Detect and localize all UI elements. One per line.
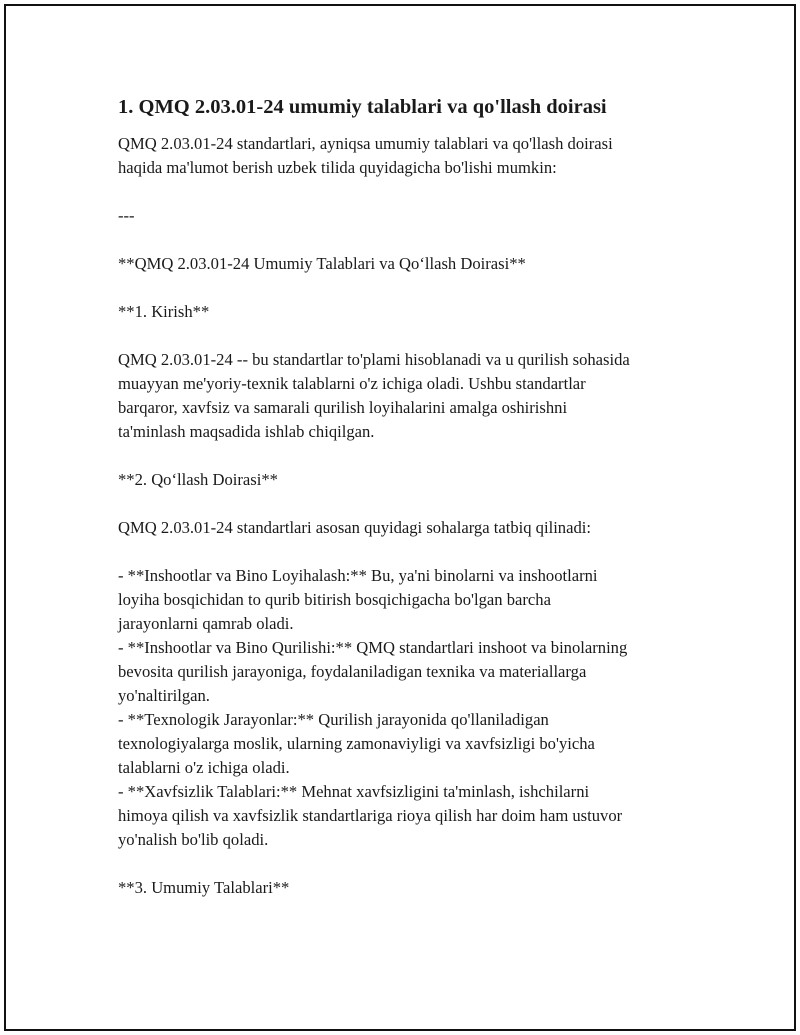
section-heading: 1. QMQ 2.03.01-24 umumiy talablari va qo'llash doirasi	[118, 96, 607, 118]
list-item-line: loyiha bosqichidan to qurib bitirish bosqichigacha bo'lgan barcha	[118, 590, 551, 609]
list-item-line: jarayonlarni qamrab oladi.	[118, 614, 294, 633]
text-line: haqida ma'lumot berish uzbek tilida quyidagicha bo'lishi mumkin:	[118, 158, 557, 177]
text-line: barqaror, xavfsiz va samarali qurilish loyihalarini amalga oshirishni	[118, 398, 568, 417]
scope-list	[118, 564, 718, 852]
text-line: **2. Qo‘llash Doirasi**	[118, 470, 278, 489]
list-item-line: yo'naltirilgan.	[118, 686, 210, 705]
text-line: muayyan me'yoriy-texnik talablarni o'z ichiga oladi. Ushbu standartlar	[118, 374, 586, 393]
list-item-line: - **Inshootlar va Bino Loyihalash:** Bu, ya'ni binolarni va inshootlarni	[118, 566, 598, 585]
separator-line	[118, 204, 718, 228]
scope-intro-paragraph	[118, 516, 718, 540]
document-body	[118, 94, 718, 924]
text-line: **1. Kirish**	[118, 302, 210, 321]
list-item-line: - **Inshootlar va Bino Qurilishi:** QMQ standartlari inshoot va binolarning	[118, 638, 628, 657]
text-line: QMQ 2.03.01-24 standartlari, ayniqsa umumiy talablari va qo'llash doirasi	[118, 134, 613, 153]
list-item-line: himoya qilish va xavfsizlik standartlariga rioya qilish har doim ham ustuvor	[118, 806, 623, 825]
list-item-line: bevosita qurilish jarayoniga, foydalaniladigan texnika va materiallarga	[118, 662, 587, 681]
text-line: ta'minlash maqsadida ishlab chiqilgan.	[118, 422, 375, 441]
text-line: QMQ 2.03.01-24 standartlari asosan quyidagi sohalarga tatbiq qilinadi:	[118, 518, 591, 537]
text-line: **QMQ 2.03.01-24 Umumiy Talablari va Qo‘llash Doirasi**	[118, 254, 526, 273]
list-item-line: - **Xavfsizlik Talablari:** Mehnat xavfsizligini ta'minlash, ishchilarni	[118, 782, 590, 801]
subheading-kirish	[118, 300, 718, 324]
document-title	[118, 252, 718, 276]
intro-paragraph	[118, 132, 718, 180]
list-item-line: yo'nalish bo'lib qoladi.	[118, 830, 269, 849]
text-line: **3. Umumiy Talablari**	[118, 878, 290, 897]
text-line: QMQ 2.03.01-24 -- bu standartlar to'plami hisoblanadi va u qurilish sohasida	[118, 350, 630, 369]
list-item-line: texnologiyalarga moslik, ularning zamonaviyligi va xavfsizligi bo'yicha	[118, 734, 595, 753]
subheading-umumiy-talablari	[118, 876, 718, 900]
list-item-line: - **Texnologik Jarayonlar:** Qurilish jarayonida qo'llaniladigan	[118, 710, 549, 729]
subheading-qollash-doirasi	[118, 468, 718, 492]
kirish-paragraph	[118, 348, 718, 444]
text-line: ---	[118, 206, 135, 225]
list-item-line: talablarni o'z ichiga oladi.	[118, 758, 290, 777]
